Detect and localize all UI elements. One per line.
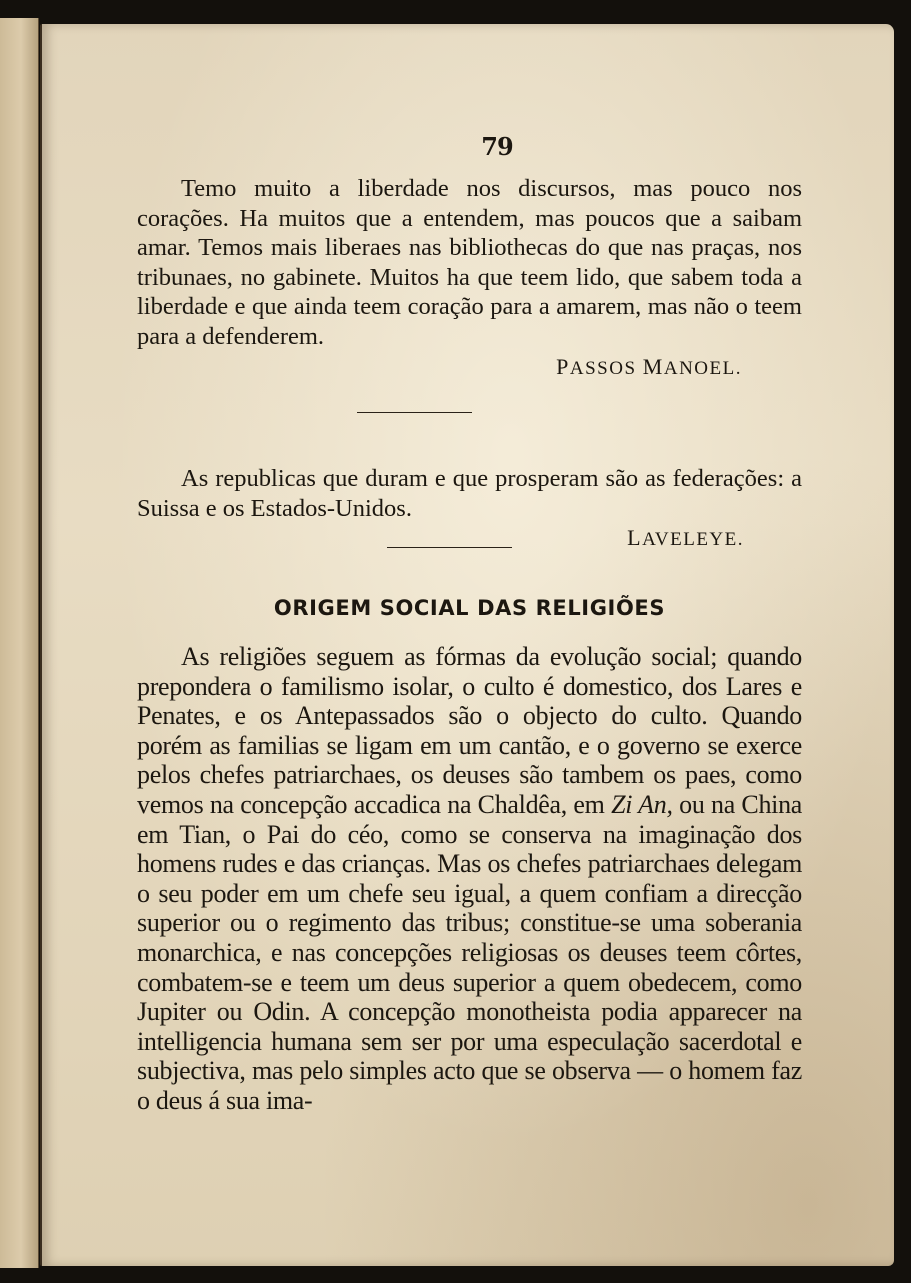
book-page bbox=[40, 24, 894, 1266]
author-initial: M bbox=[642, 353, 664, 379]
section-paragraph bbox=[137, 642, 802, 1116]
author-initial: P bbox=[556, 353, 570, 379]
quote-text-1: Temo muito a liberdade nos discursos, mas pouco nos corações. Ha muitos que a entendem, mas poucos que a saibam amar. Temos mais liberaes nas bibliothecas do que nas praças, nos tribunaes, no gabinete. Muitos ha que teem lido, que sabem toda a liberdade e que ainda teem coração para a amarem, mas não o teem para a defenderem. bbox=[137, 175, 802, 350]
section-heading: ORIGEM SOCIAL DAS RELIGIÕES bbox=[273, 596, 666, 620]
quote-author-2 bbox=[137, 523, 802, 555]
author-name-part: ASSOS bbox=[569, 357, 637, 379]
paragraph-text: ou na China em Tian, o Pai do céo, como se conserva na imaginação dos homens rudes e das crianças. Mas os chefes patriarchaes delegam o seu poder em um chefe seu igual, a quem confiam a direcção superior ou o regimento das tribus; constitue-se uma soberania monarchica, e nas concepções religiosas os deuses teem côrtes, combatem-se e teem um deus superior a quem obedecem, como Jupiter ou Odin. A concepção monotheista podia apparecer na intelligencia humana sem ser por uma especulação sacerdotal e subjectiva, mas pelo simples acto que se observa — o homem faz o deus á sua ima- bbox=[137, 789, 803, 1115]
separator-rule bbox=[387, 547, 512, 548]
quote-block-1 bbox=[137, 174, 802, 383]
quote-author-1 bbox=[137, 352, 802, 384]
emphasized-term: Zi An, bbox=[611, 789, 673, 819]
separator-rule bbox=[357, 412, 472, 413]
quote-block-2 bbox=[137, 464, 802, 555]
author-name-part: AVELEYE. bbox=[642, 529, 744, 551]
left-page-edge bbox=[0, 18, 39, 1268]
quote-text-2: As republicas que duram e que prosperam são as federações: a Suissa e os Estados-Unidos. bbox=[137, 465, 802, 522]
author-name-part: ANOEL. bbox=[663, 357, 742, 379]
section-body bbox=[137, 642, 802, 1116]
paragraph-text: As religiões seguem as fórmas da evolução social; quando prepondera o familismo isolar, o culto é domestico, dos Lares e Penates, e os Antepassados são o objecto do culto. Quando porém as familias se ligam em um cantão, e o governo se exerce pelos chefes patriarchaes, os deuses são tambem os paes, como vemos na concepção accadica na Chaldêa, em bbox=[137, 642, 802, 819]
page-number: 79 bbox=[481, 132, 513, 161]
author-initial: L bbox=[627, 525, 643, 551]
